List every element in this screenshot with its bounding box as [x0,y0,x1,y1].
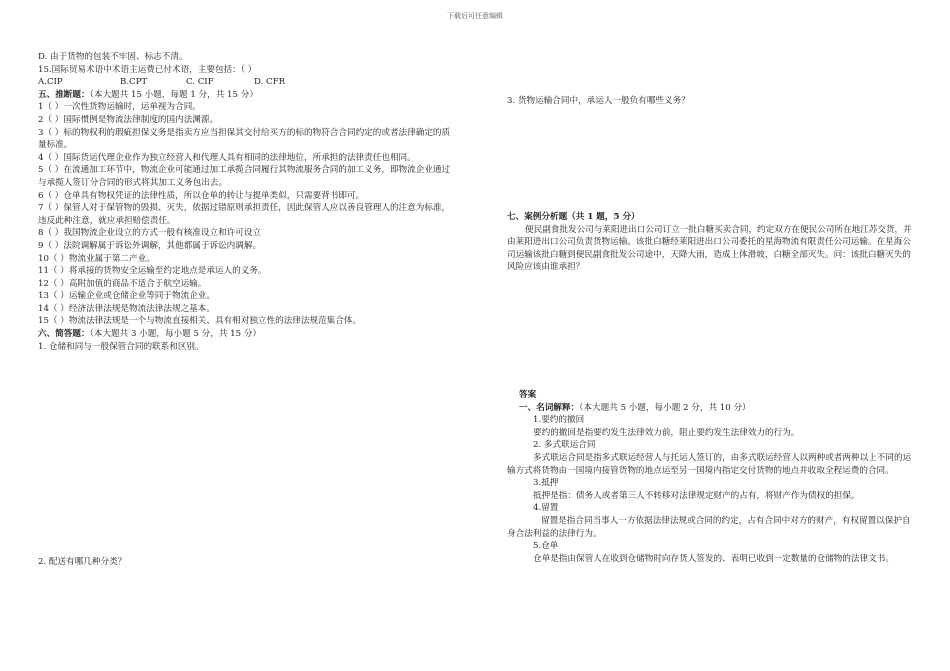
left-column [38,51,453,353]
judge-item: 12（ ）高附加值的商品不适合于航空运输。 [38,278,207,289]
judge-item: 11（ ）将承接的货物安全运输至约定地点是承运人的义务。 [38,266,267,277]
section-6-title: 六、简答题： [38,329,90,340]
section-6-note: （本大题共 3 小题，每小题 5 分，共 15 分） [89,329,262,340]
answer-4-title: 4.留置 [533,503,559,514]
question-3-block [507,95,917,108]
judge-item: 10（ ）物流业属于第二产业。 [38,253,155,264]
short-question-2-block [38,556,453,569]
option-c: C. CIF [186,77,214,88]
page-header: 下载后可任意编辑 [447,12,503,20]
judge-item: 14（ ）经济法律法规是物流法律法规之基本。 [38,303,215,314]
answer-2-title: 2. 多式联运合同 [533,440,596,451]
answer-3-title: 3.抵押 [533,478,559,489]
answer-title: 答案 [519,390,537,400]
case-analysis-block [507,211,917,274]
short-question-3: 3. 货物运输合同中，承运人一般负有哪些义务？ [507,96,690,106]
answer-4-text: 留置是指合同当事人一方依据法律法规或合同的约定，占有合同中对方的财产，有权留置以保护自身合法利益的法律行为。 [507,515,911,539]
section-6-heading [38,328,453,341]
judge-item: 2（ ）国际惯例是物流法律制度的国内法渊源。 [38,114,219,125]
short-question-2: 2. 配送有哪几种分类？ [38,557,127,567]
answer-1-text: 要约的撤回是指要约发生法律效力前，阻止要约发生法律效力的行为。 [533,427,800,438]
judge-item: 1（ ）一次性货物运输时，运单视为合同。 [38,102,201,113]
answer-2-text: 多式联运合同是指多式联运经营人与托运人签订的，由多式联运经营人以两种或者两种以上不同的运输方式将货物由一国境内接管货物的地点运至另一国境内指定交付货物的地点并收取全程运费的合同。 [507,452,912,476]
judge-item: 8（ ）我国物流企业设立的方式一般有核准设立和许可设立 [38,228,262,239]
judge-item: 7（ ）保管人对于保管物的毁损、灭失，依据过错原则承担责任，因此保管人应以善良管理人的注意为标准，违反此种注意，就应承担赔偿责任。 [38,203,451,226]
option-d-line: D. 由于货物的包装不牢固、标志不清。 [38,52,188,62]
judge-item: 13（ ）运输企业或仓储企业等同于物流企业。 [38,291,215,302]
answer-section-1-note: （本大题共 5 小题，每小题 2 分，共 10 分） [579,402,751,413]
judge-item: 4（ ）国际货运代理企业作为独立经营人和代理人具有相同的法律地位，所承担的法律责任也相同。 [38,152,416,163]
answer-5-title: 5.仓单 [533,541,559,552]
section-5-title: 五、推断题： [38,89,90,100]
answer-3-text: 抵押是指：债务人或者第三人不转移对法律规定财产的占有，将财产作为债权的担保。 [533,490,860,501]
option-d: D. CFR [254,77,286,88]
answer-1-title: 1.要约的撤回 [533,415,585,426]
answer-section-1-title: 一、名词解释： [519,402,580,413]
section-7-title: 七、案例分析题（共 1 题，5 分） [507,212,640,222]
short-question-1: 1. 仓储和同与一般保管合同的联系和区别。 [38,341,204,352]
section-5-note: （本大题共 15 小题，每题 1 分，共 15 分） [89,89,258,100]
option-b: B.CPT [120,77,148,88]
answer-section-1-heading [507,402,917,415]
judge-item: 6（ ）仓单具有物权凭证的法律性质，所以仓单的转让与提单类似，只需要背书即可。 [38,190,365,201]
judge-item: 5（ ）在流通加工环节中，物流企业可能通过加工承揽合同履行其物流服务合同的加工义务，即物流企业通过与承揽人签订分合同的形式将其加工义务包出去。 [38,165,451,188]
case-text: 便民副食批发公司与莱阳进出口公司订立一批白糖买卖合同，约定双方在便民公司所在地江苏交货，并由莱阳进出口公司负责货物运输。该批白糖经莱阳进出口公司委托的星海物流有限责任公司运输。在星海公司运输该批白糖到便民副食批发公司途中，天降大雨，造成上体滑坡，白糖全部灭失。问：该批白糖灭失的风险应该由谁承担？ [507,224,912,273]
answers-block [507,389,917,565]
judge-item: 9（ ）法院调解属于诉讼外调解，其他都属于诉讼内调解。 [38,240,262,251]
question-15-options [38,76,453,89]
question-15: 15.国际贸易术语中术语主运费已付术语，主要包括：（ ） [38,64,257,75]
section-5-heading [38,89,453,102]
answer-5-text: 仓单是指由保管人在收到仓储物时向存货人签发的、表明已收到一定数量的仓储物的法律文书。 [533,553,894,564]
option-a: A.CIP [38,77,63,88]
judge-item: 15（ ）物流法律法规是一个与物流直接相关、具有相对独立性的法律法规范集合体。 [38,316,362,327]
judge-item: 3（ ）标的物权利的瑕疵担保义务是指卖方应当担保其交付给买方的标的物符合合同约定的或者法律确定的质量标准。 [38,127,451,151]
